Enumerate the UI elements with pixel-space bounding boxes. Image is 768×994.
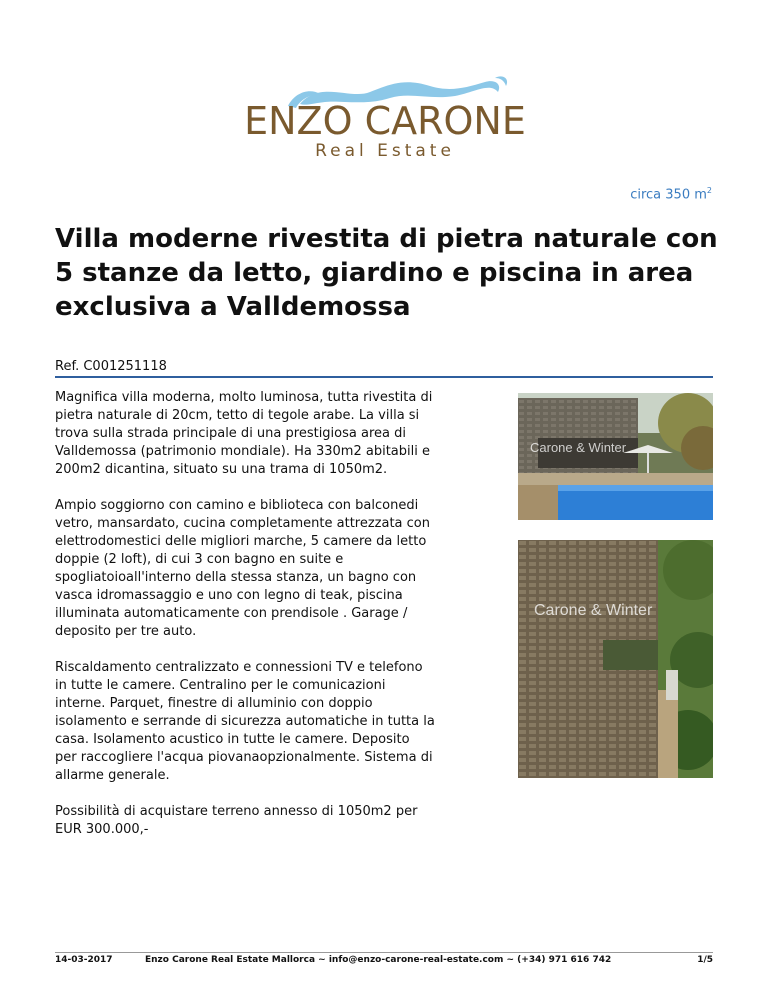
footer-date: 14-03-2017 [55,955,113,965]
property-description [55,389,435,857]
property-reference: Ref. C001251118 [55,359,167,374]
footer-contact[interactable]: Enzo Carone Real Estate Mallorca ~ info@enzo-carone-real-estate.com ~ (+34) 971 616 742 [145,955,612,965]
page-number: 1/5 [697,955,713,965]
divider [55,376,713,378]
brand-tagline: Real Estate [315,141,455,161]
area-value: circa 350 m [630,187,707,203]
photo-watermark: Carone & Winter [530,440,627,455]
footer-divider [55,952,713,953]
company-logo[interactable] [240,70,530,170]
description-paragraph: Ampio soggiorno con camino e biblioteca con balconedi vetro, mansardato, cucina completamente attrezzata con elettrodomestici delle migliori marche, 5 camere da letto doppie (2 loft), di cui 3 con bagno en suite e spogliatoioall'interno della stessa stanza, un bagno con vasca idromassaggio e uno con legno di teak, piscina illuminata automaticamente con prendisole . Garage / deposito per tre auto. [55,498,430,639]
description-paragraph: Riscaldamento centralizzato e connessioni TV e telefono in tutte le camere. Centralino per le comunicazioni interne. Parquet, finestre di alluminio con doppio isolamento e serrande di sicurezza automatiche in tutta la casa. Isolamento acustico in tutte le camere. Deposito per raccogliere l'acqua piovanaopzionalmente. Sistema di allarme generale. [55,660,435,783]
description-paragraph: Possibilità di acquistare terreno annesso di 1050m2 per EUR 300.000,- [55,804,418,837]
property-title: Villa moderne rivestita di pietra naturale con 5 stanze da letto, giardino e piscina in area exclusiva a Valldemossa [55,224,718,322]
stone-wall-image [518,540,713,778]
brand-name: ENZO CARONE [244,99,526,143]
photo-watermark: Carone & Winter [534,602,653,619]
page-footer [55,955,713,969]
villa-pool-image [518,393,713,520]
stone-wall-photo[interactable] [518,540,713,778]
area-unit-superscript: 2 [706,186,712,195]
description-paragraph: Magnifica villa moderna, molto luminosa, tutta rivestita di pietra naturale di 20cm, tetto di tegole arabe. La villa si trova sulla strada principale di una prestigiosa area di Valldemossa (patrimonio mondiale). Ha 330m2 abitabili e 200m2 dicantina, situato su una trama di 1050m2. [55,390,433,477]
villa-pool-photo[interactable] [518,393,713,520]
property-area [630,186,712,202]
